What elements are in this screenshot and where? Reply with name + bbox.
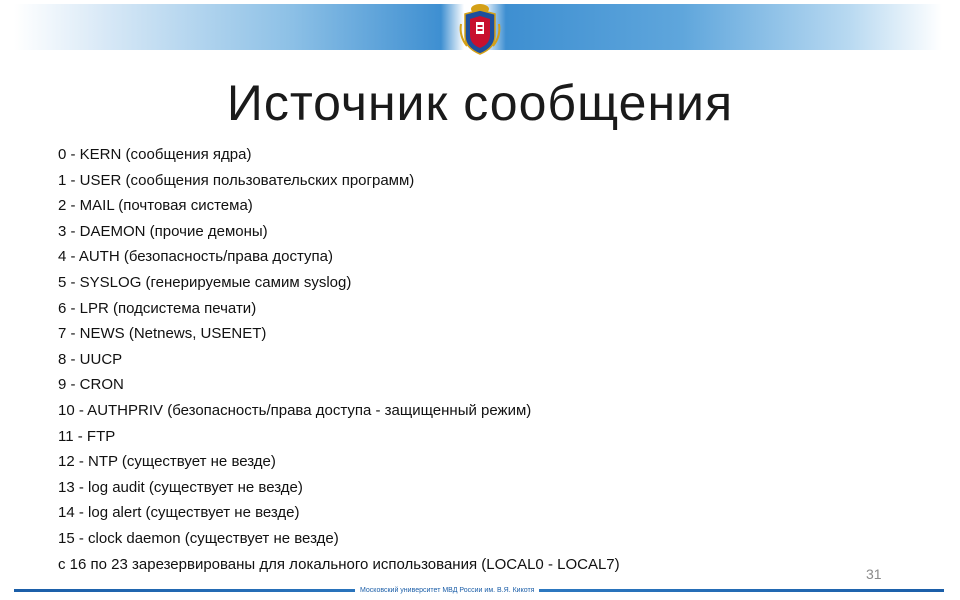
list-item: 15 - clock daemon (существует не везде): [58, 529, 339, 547]
list-item: 8 - UUCP: [58, 350, 123, 368]
university-emblem-icon: [457, 2, 503, 56]
list-item: 11 - FTP: [58, 427, 116, 445]
list-item: с 16 по 23 зарезервированы для локального использования (LOCAL0 - LOCAL7): [58, 555, 620, 573]
syslog-facility-list: [58, 145, 620, 580]
footer-text: Московский университет МВД России им. В.Я. Кикотя: [355, 586, 539, 595]
list-item: 7 - NEWS (Netnews, USENET): [58, 325, 267, 343]
page-number: 31: [866, 566, 882, 582]
list-item: 13 - log audit (существует не везде): [58, 478, 303, 496]
list-item: 10 - AUTHPRIV (безопасность/права доступа - защищенный режим): [58, 401, 532, 419]
list-item: 14 - log alert (существует не везде): [58, 504, 300, 522]
list-item: 4 - AUTH (безопасность/права доступа): [58, 248, 333, 266]
list-item: 1 - USER (сообщения пользовательских программ): [58, 171, 415, 189]
list-item: 9 - CRON: [58, 376, 124, 394]
list-item: 0 - KERN (сообщения ядра): [58, 146, 252, 163]
list-item: 2 - MAIL (почтовая система): [58, 197, 253, 215]
slide-title: Источник сообщения: [226, 75, 734, 131]
list-item: 6 - LPR (подсистема печати): [58, 299, 257, 317]
list-item: 12 - NTP (существует не везде): [58, 453, 276, 471]
list-item: 3 - DAEMON (прочие демоны): [58, 222, 268, 240]
list-item: 5 - SYSLOG (генерируемые самим syslog): [58, 273, 352, 291]
